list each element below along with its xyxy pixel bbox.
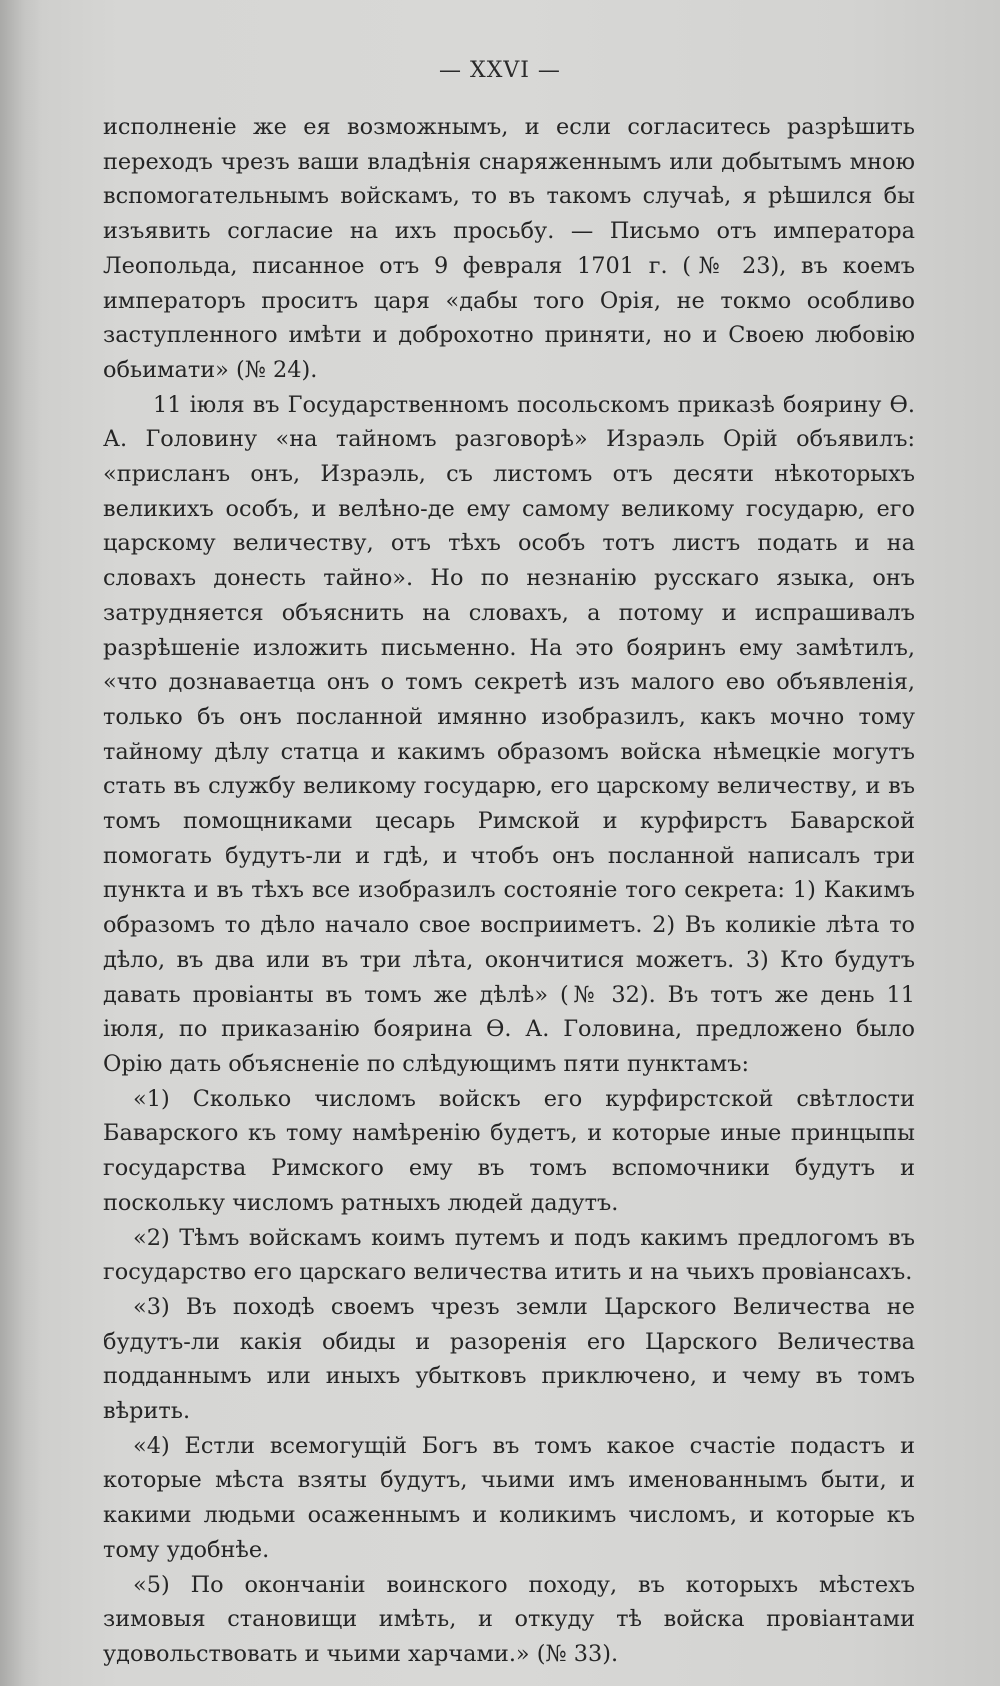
page-number-header: — XXVI — (439, 58, 561, 83)
paragraph-1: исполненіе же ея возможнымъ, и если согласитесь разрѣшить переходъ чрезъ ваши владѣнія снаряженнымъ или добытымъ мною вспомогательнымъ войскамъ, то въ такомъ случаѣ, я рѣшился бы изъявить согласие на ихъ просьбу. — Письмо отъ императора Леопольда, писанное отъ 9 февраля 1701 г. (№ 23), въ коемъ императоръ проситъ царя «дабы того Орія, не токмо особливо заступленного имѣти и доброхотно приняти, но и Своею любовію обьимати» (№ 24). (103, 114, 915, 383)
point-4: «4) Естли всемогущій Богъ въ томъ какое счастіе подастъ и которые мѣста взяты будутъ, чьими имъ именованнымъ быти, и какими людьми осаженнымъ и коликимъ числомъ, и которые къ тому удобнѣе. (103, 1432, 915, 1563)
point-3: «3) Въ походѣ своемъ чрезъ земли Царского Величества не будутъ-ли какія обиды и разоренія его Царского Величества подданнымъ или иныхъ убытковъ приключено, и чему въ томъ вѣрить. (103, 1293, 915, 1425)
point-1: «1) Сколько числомъ войскъ его курфирстской свѣтлости Баварского къ тому намѣренію будетъ, и которые иные принцыпы государства Римского ему въ томъ вспомочники будутъ и поскольку числомъ ратныхъ людей дадутъ. (103, 1085, 915, 1216)
point-2: «2) Тѣмъ войскамъ коимъ путемъ и подъ какимъ предлогомъ въ государство его царскаго величества итить и на чьихъ провіансахъ. (103, 1224, 915, 1286)
paragraph-2: 11 іюля въ Государственномъ посольскомъ приказѣ боярину Ѳ. А. Головину «на тайномъ разговорѣ» Израэль Орій объявилъ: «присланъ онъ, Израэль, съ листомъ отъ десяти нѣкоторыхъ великихъ особъ, и велѣно-де ему самому великому государю, его царскому величеству, отъ тѣхъ особъ тотъ листъ подать и на словахъ донесть тайно». Но по незнанію русскаго языка, онъ затрудняется объяснить на словахъ, а потому и испрашивалъ разрѣшеніе изложить письменно. На это бояринъ ему замѣтилъ, «что дознаваетца онъ о томъ секретѣ изъ малого ево объявленія, только бъ онъ посланной имянно изобразилъ, какъ мочно тому тайному дѣлу статца и какимъ образомъ войска нѣмецкіе могутъ стать въ службу великому государю, его царскому величеству, и въ томъ помощниками цесарь Римской и курфирстъ Баварской помогать будутъ-ли и гдѣ, и чтобъ онъ посланной написалъ три пункта и въ тѣхъ все изобразилъ состояніе того секрета: 1) Какимъ образомъ то дѣло начало свое восприиметъ. 2) Въ коликіе лѣта то дѣло, въ два или въ три лѣта, окончитися можетъ. 3) Кто будутъ давать провіанты въ томъ же дѣлѣ» (№ 32). Въ тотъ же день 11 іюля, по приказанію боярина Ѳ. А. Головина, предложено было Орію дать объясненіе по слѣдующимъ пяти пунктамъ: (103, 391, 915, 1077)
page-gutter-shadow (0, 0, 42, 1686)
point-5: «5) По окончаніи воинского походу, въ которыхъ мѣстехъ зимовыя становищи имѣть, и откуду тѣ войска провіантами удовольствовать и чьими харчами.» (№ 33). (103, 1571, 915, 1667)
body-text (103, 110, 915, 1672)
